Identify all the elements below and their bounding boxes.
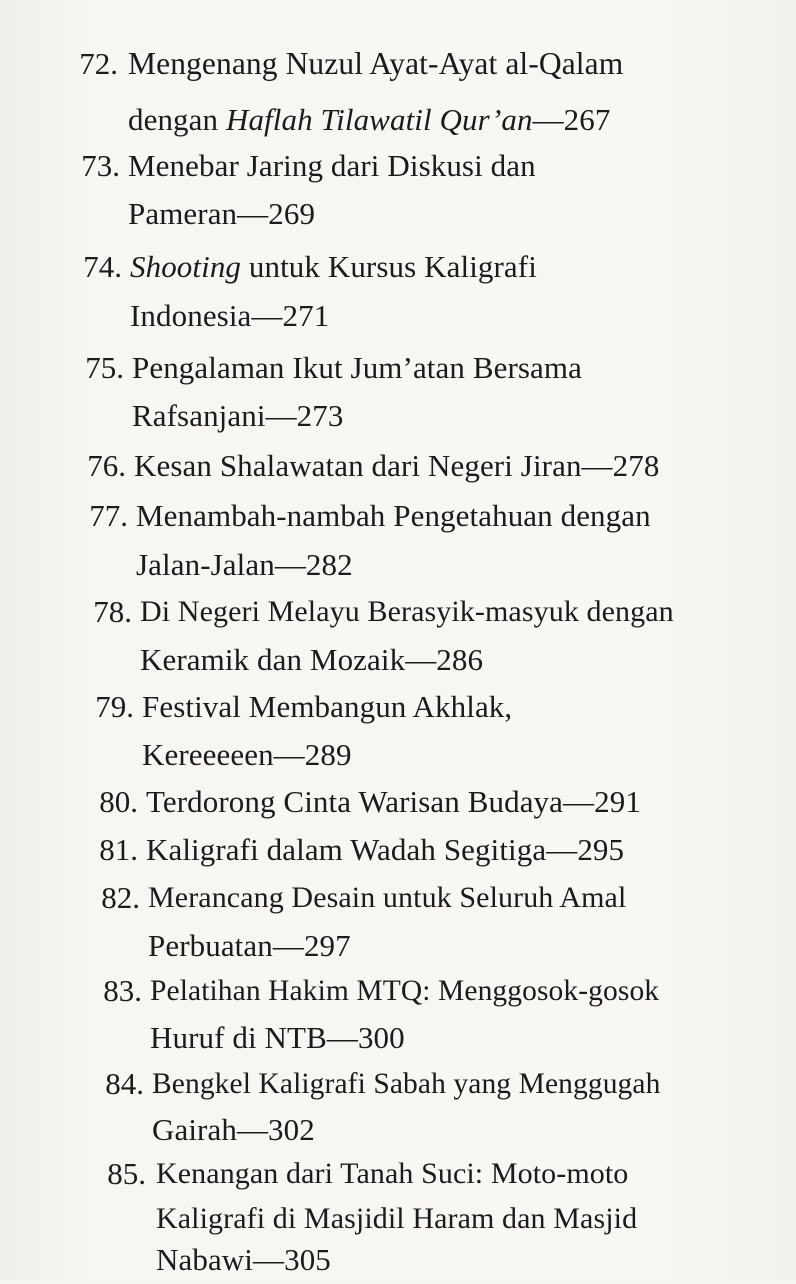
entry-title-line1: Menambah-nambah Pengetahuan dengan [136, 498, 651, 533]
entry-title-line1: Menebar Jaring dari Diskusi dan [128, 148, 536, 183]
entry-title-line2: Rafsanjani—273 [132, 398, 344, 433]
entry-title-line1: Pengalaman Ikut Jum’atan Bersama [132, 350, 582, 385]
entry-title-line1: Kesan Shalawatan dari Negeri Jiran—278 [134, 448, 660, 483]
entry-title-line1: Shooting untuk Kursus Kaligrafi [130, 249, 537, 284]
entry-title-line2: Pameran—269 [128, 196, 316, 231]
entry-title-line1: Di Negeri Melayu Berasyik-masyuk dengan [140, 595, 674, 628]
entry-number: 75. [85, 350, 124, 385]
entry-title-line1: Pelatihan Hakim MTQ: Menggosok-gosok [150, 975, 660, 1007]
entry-number: 78. [93, 594, 132, 629]
entry-number: 85. [107, 1156, 146, 1191]
entry-number: 73. [81, 148, 120, 183]
entry-title-line1: Merancang Desain untuk Seluruh Amal [148, 881, 627, 914]
entry-number: 82. [101, 880, 140, 915]
entry-number: 80. [99, 784, 138, 819]
entry-number: 81. [99, 832, 138, 867]
entry-title-line1: Mengenang Nuzul Ayat-Ayat al-Qalam [128, 46, 624, 81]
entry-number: 74. [83, 249, 122, 284]
entry-title-line2: Huruf di NTB—300 [150, 1020, 405, 1055]
entry-title-line1: Kenangan dari Tanah Suci: Moto-moto [156, 1157, 629, 1190]
entry-number: 84. [105, 1066, 144, 1101]
entry-number: 79. [95, 689, 134, 724]
entry-title-line2: dengan Haflah Tilawatil Qur’an—267 [128, 102, 611, 137]
entry-title-line1: Festival Membangun Akhlak, [142, 689, 513, 724]
entry-number: 72. [79, 46, 118, 81]
entry-title-line3: Nabawi—305 [156, 1242, 331, 1277]
entry-title-line2: Keramik dan Mozaik—286 [140, 642, 484, 677]
entry-title-line2: Jalan-Jalan—282 [136, 547, 353, 582]
entry-title-line1: Kaligrafi dalam Wadah Segitiga—295 [146, 832, 625, 867]
entry-title-line2: Indonesia—271 [130, 298, 330, 333]
entry-number: 83. [103, 973, 142, 1008]
entry-title-line2: Gairah—302 [152, 1112, 315, 1147]
entry-title-line2: Kaligrafi di Masjidil Haram dan Masjid [156, 1202, 638, 1235]
entry-title-line1: Terdorong Cinta Warisan Budaya—291 [146, 784, 641, 819]
entry-title-line1: Bengkel Kaligrafi Sabah yang Menggugah [152, 1068, 661, 1100]
entry-title-line2: Perbuatan—297 [148, 928, 351, 963]
entry-number: 77. [89, 498, 128, 533]
entry-title-line2: Kereeeeen—289 [142, 737, 352, 772]
entry-number: 76. [87, 448, 126, 483]
